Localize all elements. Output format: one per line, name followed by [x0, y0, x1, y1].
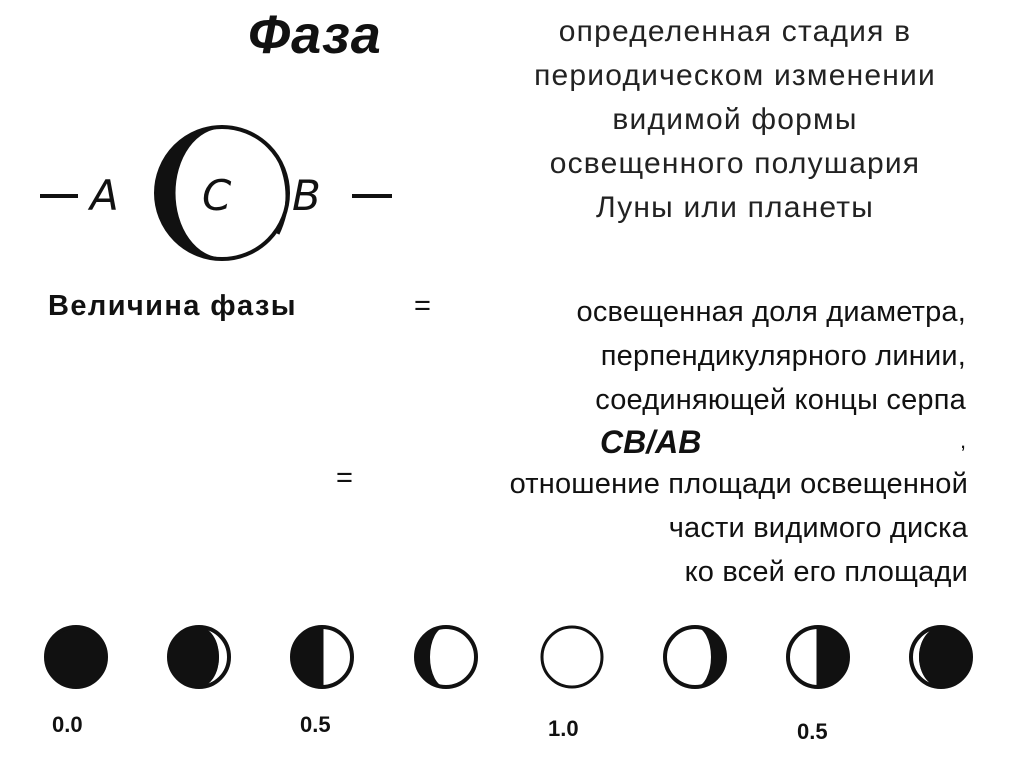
magnitude-definition [577, 290, 966, 422]
definition-text [440, 10, 1024, 230]
phase-value-label: 1.0 [548, 716, 579, 741]
page-title: Фаза [248, 5, 382, 65]
definition-line: определенная стадия в [558, 15, 912, 48]
equals-sign-2: = [336, 462, 353, 494]
definition-line: Луны или планеты [595, 191, 875, 224]
waning-gibbous-icon [665, 627, 725, 687]
magnitude-line: перпендикулярного линии, [600, 340, 966, 372]
area-line: отношение площади освещенной [509, 468, 968, 500]
area-line: ко всей его площади [684, 556, 968, 588]
equals-sign: = [414, 290, 431, 322]
ratio-formula: CB/AB [600, 424, 702, 460]
moon-phase-diagram [30, 118, 410, 268]
first-quarter-icon [292, 627, 352, 687]
waning-crescent-icon [911, 627, 971, 687]
definition-line: видимой формы [612, 103, 858, 136]
waxing-gibbous-icon [416, 627, 476, 687]
area-line: части видимого диска [668, 512, 968, 544]
ratio-comma: , [960, 428, 967, 453]
label-a: A [90, 171, 119, 220]
magnitude-line: соединяющей концы серпа [595, 384, 966, 416]
phases-row [0, 615, 1024, 755]
label-c: C [202, 171, 232, 220]
phase-value-label: 0.0 [52, 712, 83, 737]
magnitude-line: освещенная доля диаметра, [576, 296, 966, 328]
new-moon-icon [46, 627, 106, 687]
definition-line: освещенного полушария [549, 147, 921, 180]
definition-line: периодическом изменении [534, 59, 936, 92]
waxing-crescent-icon [169, 627, 229, 687]
full-moon-icon [542, 627, 602, 687]
phase-value-label: 0.5 [300, 712, 331, 737]
phase-value-label: 0.5 [797, 719, 828, 744]
area-definition [510, 462, 968, 594]
last-quarter-icon [788, 627, 848, 687]
magnitude-label: Величина фазы [48, 290, 297, 322]
label-b: B [292, 171, 321, 220]
